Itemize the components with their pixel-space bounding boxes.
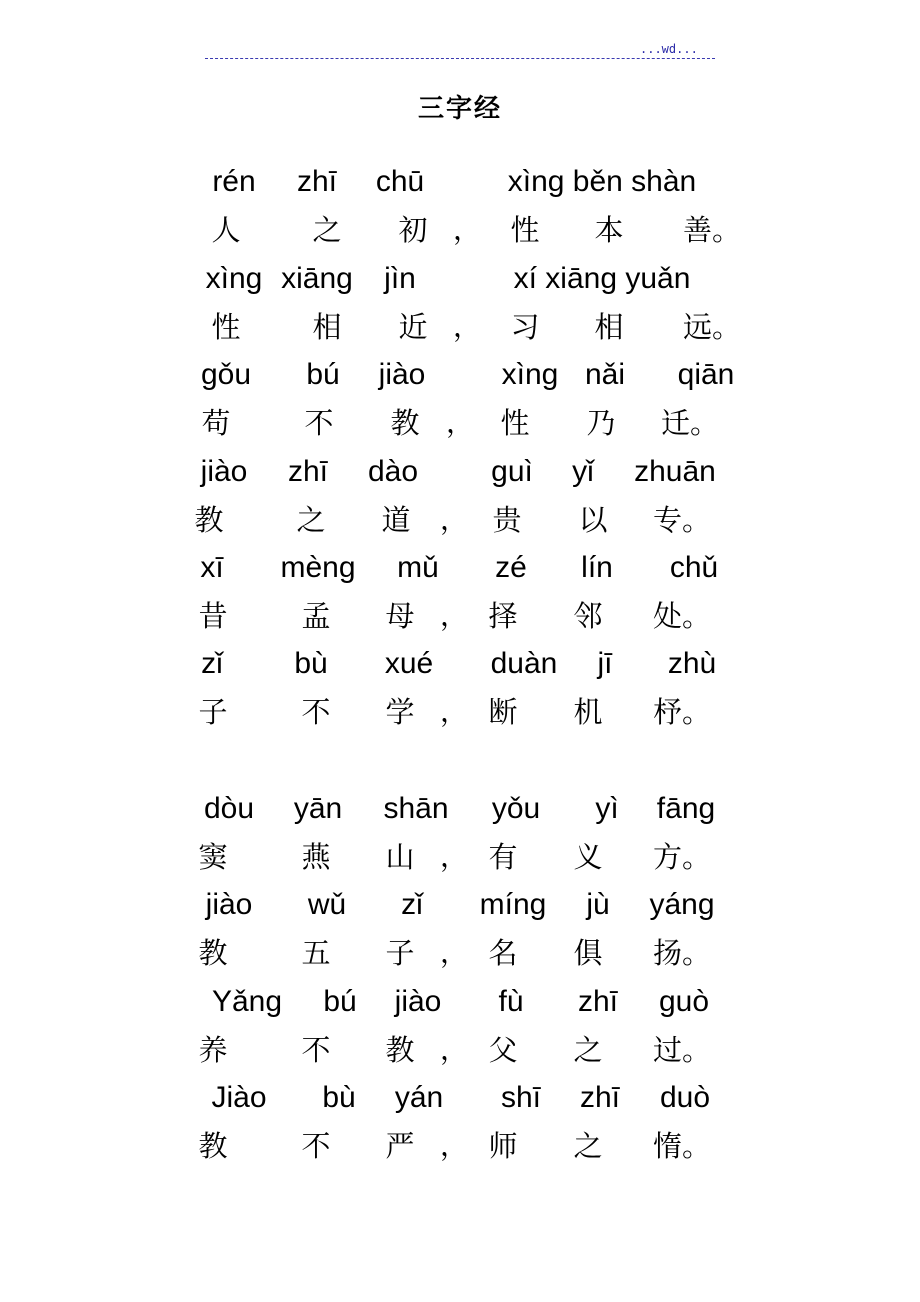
pinyin-syllable: lín [581, 551, 613, 584]
header-rule [205, 58, 715, 59]
pinyin-syllable: dòu [203, 792, 255, 825]
hanzi-character: 本 [594, 213, 624, 247]
pinyin-syllable: zhī [577, 985, 619, 1018]
comma-mark: ， [453, 213, 482, 246]
hanzi-character: 专。 [652, 503, 712, 537]
hanzi-line [0, 936, 920, 984]
hanzi-character: 择 [488, 599, 518, 633]
pinyin-syllable: bú [323, 985, 357, 1018]
pinyin-syllable: mèng [280, 551, 356, 584]
pinyin-syllable: yǐ [572, 455, 594, 488]
pinyin-syllable: yáng [649, 888, 715, 921]
hanzi-character: 不 [304, 406, 334, 440]
hanzi-character: 相 [594, 310, 624, 344]
hanzi-character: 善。 [682, 213, 742, 247]
hanzi-character: 教 [194, 503, 224, 537]
hanzi-character: 俱 [573, 936, 603, 970]
pinyin-syllable: xìng [501, 358, 559, 391]
pinyin-syllable: xiāng [281, 262, 353, 295]
hanzi-character: 教 [198, 1129, 228, 1163]
hanzi-character: 道 [381, 503, 411, 537]
pinyin-syllable: Jiào [211, 1081, 267, 1114]
pinyin-syllable: duò [659, 1081, 711, 1114]
pinyin-syllable: zhī [579, 1081, 621, 1114]
hanzi-character: 之 [296, 503, 326, 537]
pinyin-line [0, 262, 920, 310]
hanzi-character: 不 [301, 1129, 331, 1163]
hanzi-character: 迁。 [660, 406, 720, 440]
hanzi-line [0, 840, 920, 888]
hanzi-character: 之 [573, 1129, 603, 1163]
hanzi-character: 以 [578, 503, 608, 537]
hanzi-character: 窦 [198, 840, 228, 874]
hanzi-character: 杼。 [652, 695, 712, 729]
hanzi-line [0, 1129, 920, 1177]
hanzi-character: 惰。 [652, 1129, 712, 1163]
hanzi-character: 子 [198, 695, 228, 729]
comma-mark: ， [440, 936, 469, 969]
pinyin-syllable: chū [375, 165, 425, 198]
hanzi-line [0, 310, 920, 358]
hanzi-character: 苟 [201, 406, 231, 440]
pinyin-line [0, 647, 920, 695]
hanzi-character: 习 [510, 310, 540, 344]
hanzi-character: 孟 [301, 599, 331, 633]
pinyin-syllable: xìng [205, 262, 263, 295]
hanzi-character: 教 [385, 1033, 415, 1067]
pinyin-syllable: nǎi [584, 358, 626, 391]
hanzi-character: 燕 [301, 840, 331, 874]
comma-mark: ， [446, 406, 475, 439]
pinyin-line [0, 358, 920, 406]
hanzi-line [0, 1033, 920, 1081]
pinyin-syllable: yǒu [491, 792, 541, 825]
pinyin-syllable: zhī [287, 455, 329, 488]
pinyin-line [0, 792, 920, 840]
hanzi-character: 方。 [652, 840, 712, 874]
pinyin-syllable: yán [394, 1081, 444, 1114]
hanzi-line [0, 213, 920, 261]
pinyin-syllable: jiào [394, 985, 442, 1018]
pinyin-line [0, 455, 920, 503]
pinyin-syllable: shī [500, 1081, 542, 1114]
hanzi-line [0, 503, 920, 551]
hanzi-character: 扬。 [652, 936, 712, 970]
hanzi-line [0, 406, 920, 454]
pinyin-syllable: rén [212, 165, 256, 198]
pinyin-line [0, 1081, 920, 1129]
pinyin-syllable: xué [384, 647, 434, 680]
pinyin-syllable: mǔ [397, 551, 439, 584]
hanzi-character: 过。 [652, 1033, 712, 1067]
hanzi-character: 之 [312, 213, 342, 247]
comma-mark: ， [440, 1033, 469, 1066]
header-mark: ...wd... [640, 42, 698, 56]
pinyin-syllable: fāng [656, 792, 716, 825]
hanzi-character: 相 [312, 310, 342, 344]
pinyin-syllable: míng [479, 888, 547, 921]
hanzi-character: 远。 [682, 310, 742, 344]
pinyin-syllable: dào [367, 455, 419, 488]
comma-mark: ， [440, 1129, 469, 1162]
pinyin-syllable: bú [306, 358, 340, 391]
comma-mark: ， [440, 599, 469, 632]
hanzi-character: 机 [573, 695, 603, 729]
hanzi-character: 人 [211, 213, 241, 247]
pinyin-syllable: jù [586, 888, 610, 921]
hanzi-character: 师 [488, 1129, 518, 1163]
pinyin-syllable: jiào [200, 455, 248, 488]
pinyin-syllable: jī [597, 647, 613, 680]
hanzi-character: 五 [301, 936, 331, 970]
pinyin-syllable: chǔ [669, 551, 719, 584]
hanzi-character: 教 [198, 936, 228, 970]
pinyin-syllable: gǒu [200, 358, 252, 391]
pinyin-syllable: wǔ [307, 888, 347, 921]
hanzi-character: 子 [385, 936, 415, 970]
hanzi-character: 性 [211, 310, 241, 344]
hanzi-character: 性 [500, 406, 530, 440]
page-title: 三字经 [417, 94, 502, 124]
hanzi-character: 山 [385, 840, 415, 874]
hanzi-character: 近 [398, 310, 428, 344]
hanzi-character: 有 [488, 840, 518, 874]
pinyin-syllable: duàn [490, 647, 558, 680]
pinyin-syllable: yì [595, 792, 619, 825]
comma-mark: ， [440, 695, 469, 728]
pinyin-syllable: Yǎng [211, 985, 283, 1018]
pinyin-syllable: qiān [677, 358, 735, 391]
pinyin-syllable: zhù [667, 647, 717, 680]
pinyin-syllable: xìng běn shàn [507, 165, 697, 198]
pinyin-syllable: xí xiāng yuǎn [513, 262, 691, 295]
hanzi-character: 贵 [492, 503, 522, 537]
hanzi-character: 之 [573, 1033, 603, 1067]
pinyin-syllable: guì [491, 455, 533, 488]
hanzi-character: 性 [510, 213, 540, 247]
pinyin-line [0, 888, 920, 936]
pinyin-line [0, 165, 920, 213]
pinyin-line [0, 551, 920, 599]
pinyin-syllable: zǐ [401, 888, 423, 921]
hanzi-character: 名 [488, 936, 518, 970]
pinyin-syllable: bù [322, 1081, 356, 1114]
hanzi-character: 乃 [586, 406, 616, 440]
hanzi-character: 教 [390, 406, 420, 440]
pinyin-syllable: jiào [205, 888, 253, 921]
pinyin-line [0, 985, 920, 1033]
hanzi-character: 义 [573, 840, 603, 874]
comma-mark: ， [440, 503, 469, 536]
hanzi-character: 断 [488, 695, 518, 729]
hanzi-character: 昔 [198, 599, 228, 633]
hanzi-line [0, 695, 920, 743]
pinyin-syllable: jiào [378, 358, 426, 391]
pinyin-syllable: xī [200, 551, 224, 584]
pinyin-syllable: zhī [296, 165, 338, 198]
hanzi-line [0, 599, 920, 647]
hanzi-character: 处。 [652, 599, 712, 633]
hanzi-character: 母 [385, 599, 415, 633]
hanzi-character: 父 [488, 1033, 518, 1067]
pinyin-syllable: jìn [384, 262, 416, 295]
pinyin-syllable: guò [658, 985, 710, 1018]
pinyin-syllable: yān [293, 792, 343, 825]
hanzi-character: 养 [198, 1033, 228, 1067]
pinyin-syllable: bù [294, 647, 328, 680]
hanzi-character: 初 [398, 213, 428, 247]
pinyin-syllable: fù [498, 985, 524, 1018]
hanzi-character: 不 [301, 1033, 331, 1067]
comma-mark: ， [440, 840, 469, 873]
hanzi-character: 严 [385, 1129, 415, 1163]
hanzi-character: 邻 [573, 599, 603, 633]
hanzi-character: 不 [301, 695, 331, 729]
hanzi-character: 学 [385, 695, 415, 729]
comma-mark: ， [453, 310, 482, 343]
pinyin-syllable: zé [495, 551, 527, 584]
pinyin-syllable: shān [383, 792, 449, 825]
pinyin-syllable: zǐ [201, 647, 223, 680]
pinyin-syllable: zhuān [634, 455, 716, 488]
